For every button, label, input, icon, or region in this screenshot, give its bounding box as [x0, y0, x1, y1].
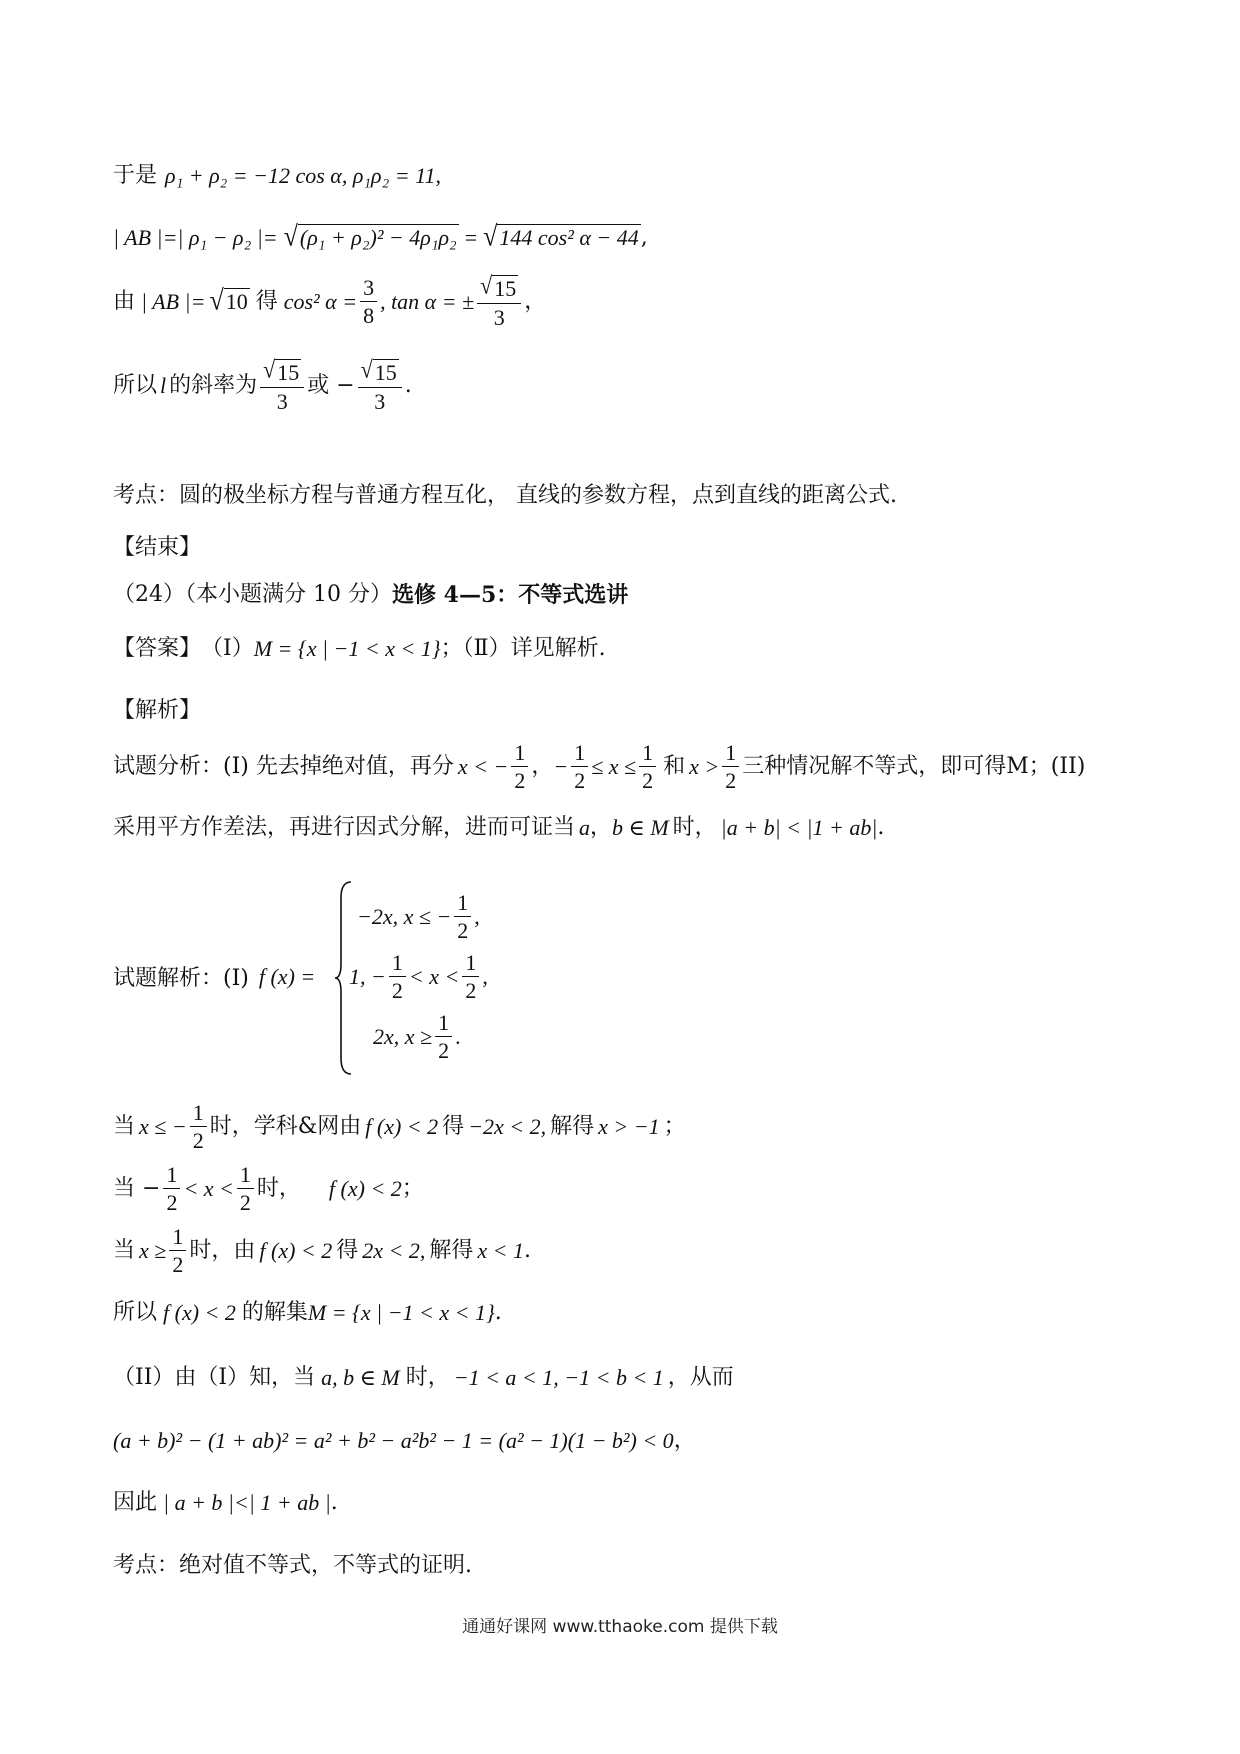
text: . — [524, 1237, 532, 1263]
denominator: 2 — [192, 1128, 204, 1154]
comma: , — [482, 963, 488, 989]
fraction-slope-1: √ 15 3 — [260, 357, 304, 415]
denominator: 2 — [514, 768, 526, 794]
sqrt-expression-2: √ 144 cos² α − 44 — [483, 220, 639, 253]
page-footer: 通通好课网 www.tthaoke.com 提供下载 — [462, 1617, 778, 1637]
denominator: 2 — [574, 768, 586, 794]
period: . — [330, 1490, 338, 1515]
numerator: 1 — [454, 890, 471, 917]
comma: , — [640, 224, 648, 250]
ineq: |a + b| < |1 + ab| — [720, 815, 878, 840]
denominator: 2 — [172, 1252, 184, 1278]
minus: − — [553, 753, 569, 779]
denominator: 3 — [374, 389, 386, 415]
fraction-3-8 — [360, 275, 377, 329]
ineq: < x < — [183, 1175, 234, 1201]
fx-ineq: f (x) < 2 — [163, 1300, 236, 1325]
text-when: 时， — [672, 815, 717, 840]
text: 因此 — [113, 1490, 158, 1515]
numerator: 15 — [494, 276, 517, 301]
formula-ab: | AB |=| ρ₁ − ρ₂ |= — [113, 224, 278, 250]
keypoint-text: 圆的极坐标方程与普通方程互化， 直线的参数方程，点到直线的距离公式. — [179, 483, 898, 508]
text: 得 — [336, 1237, 359, 1263]
text: 当 — [113, 1113, 136, 1139]
var-b: b ∈ M — [612, 815, 669, 840]
numerator: 1 — [571, 740, 588, 767]
line-sum-product — [113, 163, 441, 189]
line-ab-length — [113, 220, 648, 253]
formula-tan: , tan α = ± — [380, 288, 475, 314]
question-header: （24）（本小题满分 10 分） — [113, 582, 392, 607]
piecewise-function — [113, 878, 713, 1078]
line-difference — [113, 1428, 696, 1454]
bounds: −1 < a < 1, −1 < b < 1 — [453, 1365, 664, 1390]
ineq: x > −1 — [598, 1113, 660, 1139]
line-analysis-2 — [113, 815, 884, 841]
line-question-24 — [113, 582, 628, 608]
case-expr-2: < x < — [408, 963, 460, 989]
text: 时，学科&网由 — [209, 1113, 362, 1139]
answer-rest: ；（Ⅱ）详见解析. — [440, 636, 606, 661]
line-keypoint-1 — [113, 483, 897, 509]
line-analysis-1 — [113, 740, 1085, 794]
line-keypoint-2 — [113, 1553, 472, 1579]
answer-set: M = {x | −1 < x < 1} — [253, 636, 441, 661]
fraction-sqrt15-3: √ 15 3 — [477, 273, 521, 331]
var-l: l — [160, 372, 167, 398]
line-analysis-tag — [113, 698, 201, 724]
fraction-half — [722, 740, 739, 794]
comma: ， — [590, 815, 613, 840]
ineq: x < − — [457, 753, 509, 779]
ineq: ≤ x ≤ — [591, 753, 637, 779]
denominator: 2 — [465, 978, 477, 1004]
text: 采用平方作差法，再进行因式分解，进而可证当 — [113, 815, 576, 840]
radicand: (ρ₁ + ρ₂)² − 4ρ₁ρ₂ — [299, 225, 457, 250]
text: 试题分析：(I) 先去掉绝对值，再分 — [113, 753, 454, 779]
case-2 — [349, 950, 488, 1004]
text-and: 和 — [663, 753, 686, 779]
keypoint-label: 考点： — [113, 483, 180, 508]
text: 时， — [256, 1175, 301, 1201]
membership: a, b ∈ M — [321, 1365, 400, 1390]
line-case-1 — [113, 1100, 686, 1154]
formula-cos: cos² α = — [283, 288, 358, 314]
line-case-3 — [113, 1224, 531, 1278]
formula: ρ₁ + ρ₂ = −12 cos α, ρ₁ρ₂ = 11, — [165, 163, 441, 188]
fx: f (x) = — [258, 963, 316, 989]
text-or: 或 − — [307, 372, 355, 398]
difference-formula: (a + b)² − (1 + ab)² = a² + b² − a²b² − 1 = (a² − 1)(1 − b²) < 0 — [113, 1428, 674, 1453]
denominator: 2 — [239, 1190, 251, 1216]
question-topic: 选修 4—5：不等式选讲 — [391, 582, 629, 608]
case-expr: 2x, x ≥ — [373, 1023, 433, 1049]
numerator: 1 — [511, 740, 528, 767]
fraction-half — [511, 740, 528, 794]
fx-ineq: f (x) < 2 — [328, 1175, 402, 1201]
numerator: 15 — [374, 360, 397, 385]
numerator: 1 — [435, 1010, 452, 1037]
sqrt-expression: √ (ρ₁ + ρ₂)² − 4ρ₁ρ₂ — [283, 220, 457, 253]
text-de: 得 — [255, 288, 278, 314]
numerator: 1 — [190, 1100, 207, 1127]
ineq: x ≥ — [139, 1237, 167, 1263]
line-end-marker — [113, 535, 201, 561]
denominator: 8 — [363, 303, 375, 329]
text: 当 — [113, 1237, 136, 1263]
numerator: 1 — [237, 1162, 254, 1189]
denominator: 2 — [642, 768, 654, 794]
numerator: 15 — [277, 360, 300, 385]
line-case-2 — [113, 1162, 424, 1216]
period: . — [877, 815, 885, 840]
line-solution-set — [113, 1300, 502, 1326]
denominator: 2 — [457, 918, 469, 944]
text-rest: 三种情况解不等式，即可得M；(II) — [742, 753, 1086, 779]
text: 得 — [442, 1113, 465, 1139]
text: 时，由 — [189, 1237, 256, 1263]
comma: ， — [531, 753, 554, 779]
equals-sign: = — [464, 224, 478, 250]
radicand-2: 144 cos² α − 44 — [499, 225, 639, 250]
ineq: −2x < 2, — [468, 1113, 547, 1139]
ineq: 2x < 2, — [362, 1237, 426, 1263]
ineq: x < 1 — [477, 1237, 525, 1263]
numerator: 1 — [722, 740, 739, 767]
comma: ， — [524, 288, 547, 314]
numerator: 1 — [163, 1162, 180, 1189]
denominator: 2 — [166, 1190, 178, 1216]
case-expr: 1, − — [349, 963, 386, 989]
denominator: 3 — [276, 389, 288, 415]
fx-ineq: f (x) < 2 — [365, 1113, 439, 1139]
case-1 — [357, 890, 480, 944]
label: 试题解析：(I) — [113, 966, 249, 991]
piecewise-label — [113, 961, 315, 992]
line-answer — [113, 636, 606, 662]
case-expr: −2x, x ≤ − — [357, 903, 452, 929]
text-mid: 的斜率为 — [169, 372, 258, 398]
line-part-2 — [113, 1365, 734, 1391]
keypoint-label: 考点： — [113, 1553, 180, 1578]
ineq: x ≤ − — [139, 1113, 187, 1139]
denominator: 3 — [493, 305, 505, 331]
period: . — [494, 1300, 502, 1325]
numerator: 1 — [389, 950, 406, 977]
denominator: 2 — [438, 1038, 450, 1064]
text: （II）由（I）知，当 — [113, 1365, 316, 1390]
text: 解得 — [550, 1113, 595, 1139]
end-marker: 【结束】 — [113, 535, 202, 560]
radicand: 10 — [225, 289, 248, 315]
conclusion-formula: | a + b |<| 1 + ab | — [163, 1490, 331, 1515]
line-conclusion — [113, 1490, 338, 1516]
text-prefix: 由 — [113, 288, 136, 314]
text: ； — [401, 1175, 424, 1201]
case-3 — [373, 1010, 461, 1064]
fraction-half — [571, 740, 588, 794]
period: . — [404, 372, 412, 398]
fx-ineq: f (x) < 2 — [259, 1237, 333, 1263]
text: 所以 — [113, 1300, 158, 1325]
text-prefix: 于是 — [113, 163, 158, 188]
keypoint-text: 绝对值不等式，不等式的证明. — [179, 1553, 473, 1578]
text-prefix: 所以 — [113, 372, 158, 398]
analysis-tag: 【解析】 — [113, 698, 202, 723]
text: ，从而 — [667, 1365, 734, 1390]
period: . — [455, 1023, 461, 1049]
var-a: a — [579, 815, 591, 840]
numerator: 1 — [462, 950, 479, 977]
text: 解得 — [429, 1237, 474, 1263]
numerator: 1 — [639, 740, 656, 767]
numerator: 1 — [169, 1224, 186, 1251]
denominator: 2 — [725, 768, 737, 794]
fraction-half — [639, 740, 656, 794]
text: 的解集 — [241, 1300, 308, 1325]
formula-ab: | AB |= — [141, 288, 206, 314]
comma: ， — [673, 1428, 696, 1453]
line-slope — [113, 357, 412, 415]
text: ； — [663, 1113, 686, 1139]
line-cos-tan — [113, 273, 546, 331]
text: 当 − — [113, 1175, 161, 1201]
sqrt-10: √ 10 — [209, 284, 248, 317]
ineq: x > — [689, 753, 720, 779]
solution-set: M = {x | −1 < x < 1} — [307, 1300, 495, 1325]
part-1-label: （Ⅰ） — [201, 636, 254, 661]
fraction-slope-2: √ 15 3 — [358, 357, 402, 415]
numerator: 3 — [360, 275, 377, 302]
denominator: 2 — [391, 978, 403, 1004]
answer-tag: 【答案】 — [113, 636, 202, 661]
comma: , — [474, 903, 480, 929]
text: 时， — [405, 1365, 450, 1390]
